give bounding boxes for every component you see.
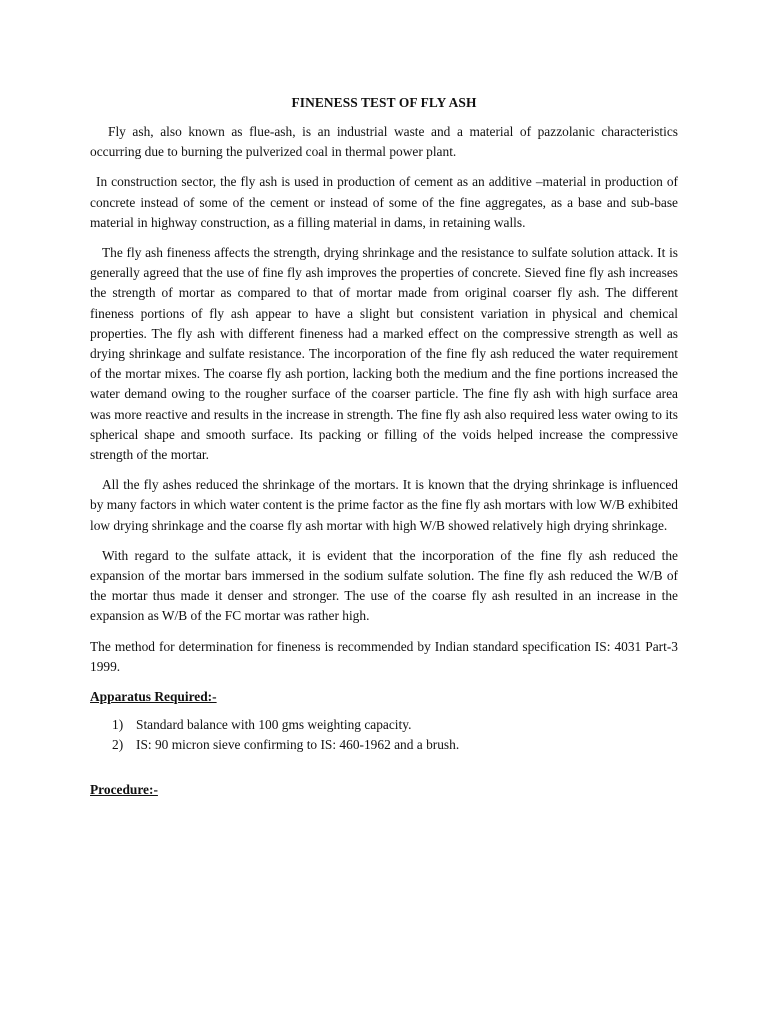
- list-item: [112, 735, 678, 755]
- document-body: [90, 93, 678, 808]
- paragraph-fineness-effects: The fly ash fineness affects the strength, drying shrinkage and the resistance to sulfate solution attack. It is generally agreed that the use of fine fly ash improves the properties of concrete. Sieved fine fly ash increases the strength of mortar as compared to that of mortar made from original coarser fly ash. The different fineness portions of fly ash appear to have a slight but consistent variation in physical and chemical properties. The fly ash with different fineness had a marked effect on the compressive strength as well as drying shrinkage and sulfate resistance. The incorporation of the fine fly ash reduced the water requirement of the mortar mixes. The coarse fly ash portion, lacking both the medium and the fine portions increased the water demand owing to the rougher surface of the coarser particle. The fine fly ash with high surface area was more reactive and results in the increase in strength. The fine fly ash also required less water owing to its spherical shape and smooth surface. Its packing or filling of the voids helped increase the compressive strength of the mortar.: [90, 245, 678, 463]
- list-item-number: 2): [112, 736, 124, 752]
- procedure-heading: Procedure:-: [90, 782, 158, 798]
- paragraph-intro: Fly ash, also known as flue-ash, is an industrial waste and a material of pazzolanic characteristics occurring due to burning the pulverized coal in thermal power plant.: [90, 124, 678, 160]
- list-item-number: 1): [112, 717, 124, 733]
- paragraph-shrinkage: All the fly ashes reduced the shrinkage of the mortars. It is known that the drying shrinkage is influenced by many factors in which water content is the prime factor as the fine fly ash mortars with low W/B exhibited low drying shrinkage and the coarse fly ash mortar with high W/B showed relatively high drying shrinkage.: [90, 477, 678, 533]
- paragraph-sulfate-attack: With regard to the sulfate attack, it is evident that the incorporation of the fine fly ash reduced the expansion of the mortar bars immersed in the sodium sulfate solution. The fine fly ash reduced the W/B of the mortar thus made it denser and stronger. The use of the coarse fly ash resulted in an increase in the expansion as W/B of the FC mortar was rather high.: [90, 547, 678, 624]
- list-item-text: Standard balance with 100 gms weighting capacity.: [136, 717, 412, 733]
- apparatus-heading: Apparatus Required:-: [90, 689, 217, 705]
- paragraph-construction: In construction sector, the fly ash is used in production of cement as an additive –material in production of concrete instead of some of the cement or instead of some of the fine aggregates, as a base and sub-base material in highway construction, as a filling material in dams, in retaining walls.: [90, 174, 678, 230]
- document-title: FINENESS TEST OF FLY ASH: [291, 95, 477, 110]
- paragraph-method: The method for determination for fineness is recommended by Indian standard specification IS: 4031 Part-3 1999.: [90, 638, 678, 674]
- list-item-text: IS: 90 micron sieve confirming to IS: 460-1962 and a brush.: [136, 736, 460, 752]
- apparatus-list: [90, 715, 678, 754]
- list-item: [112, 715, 678, 735]
